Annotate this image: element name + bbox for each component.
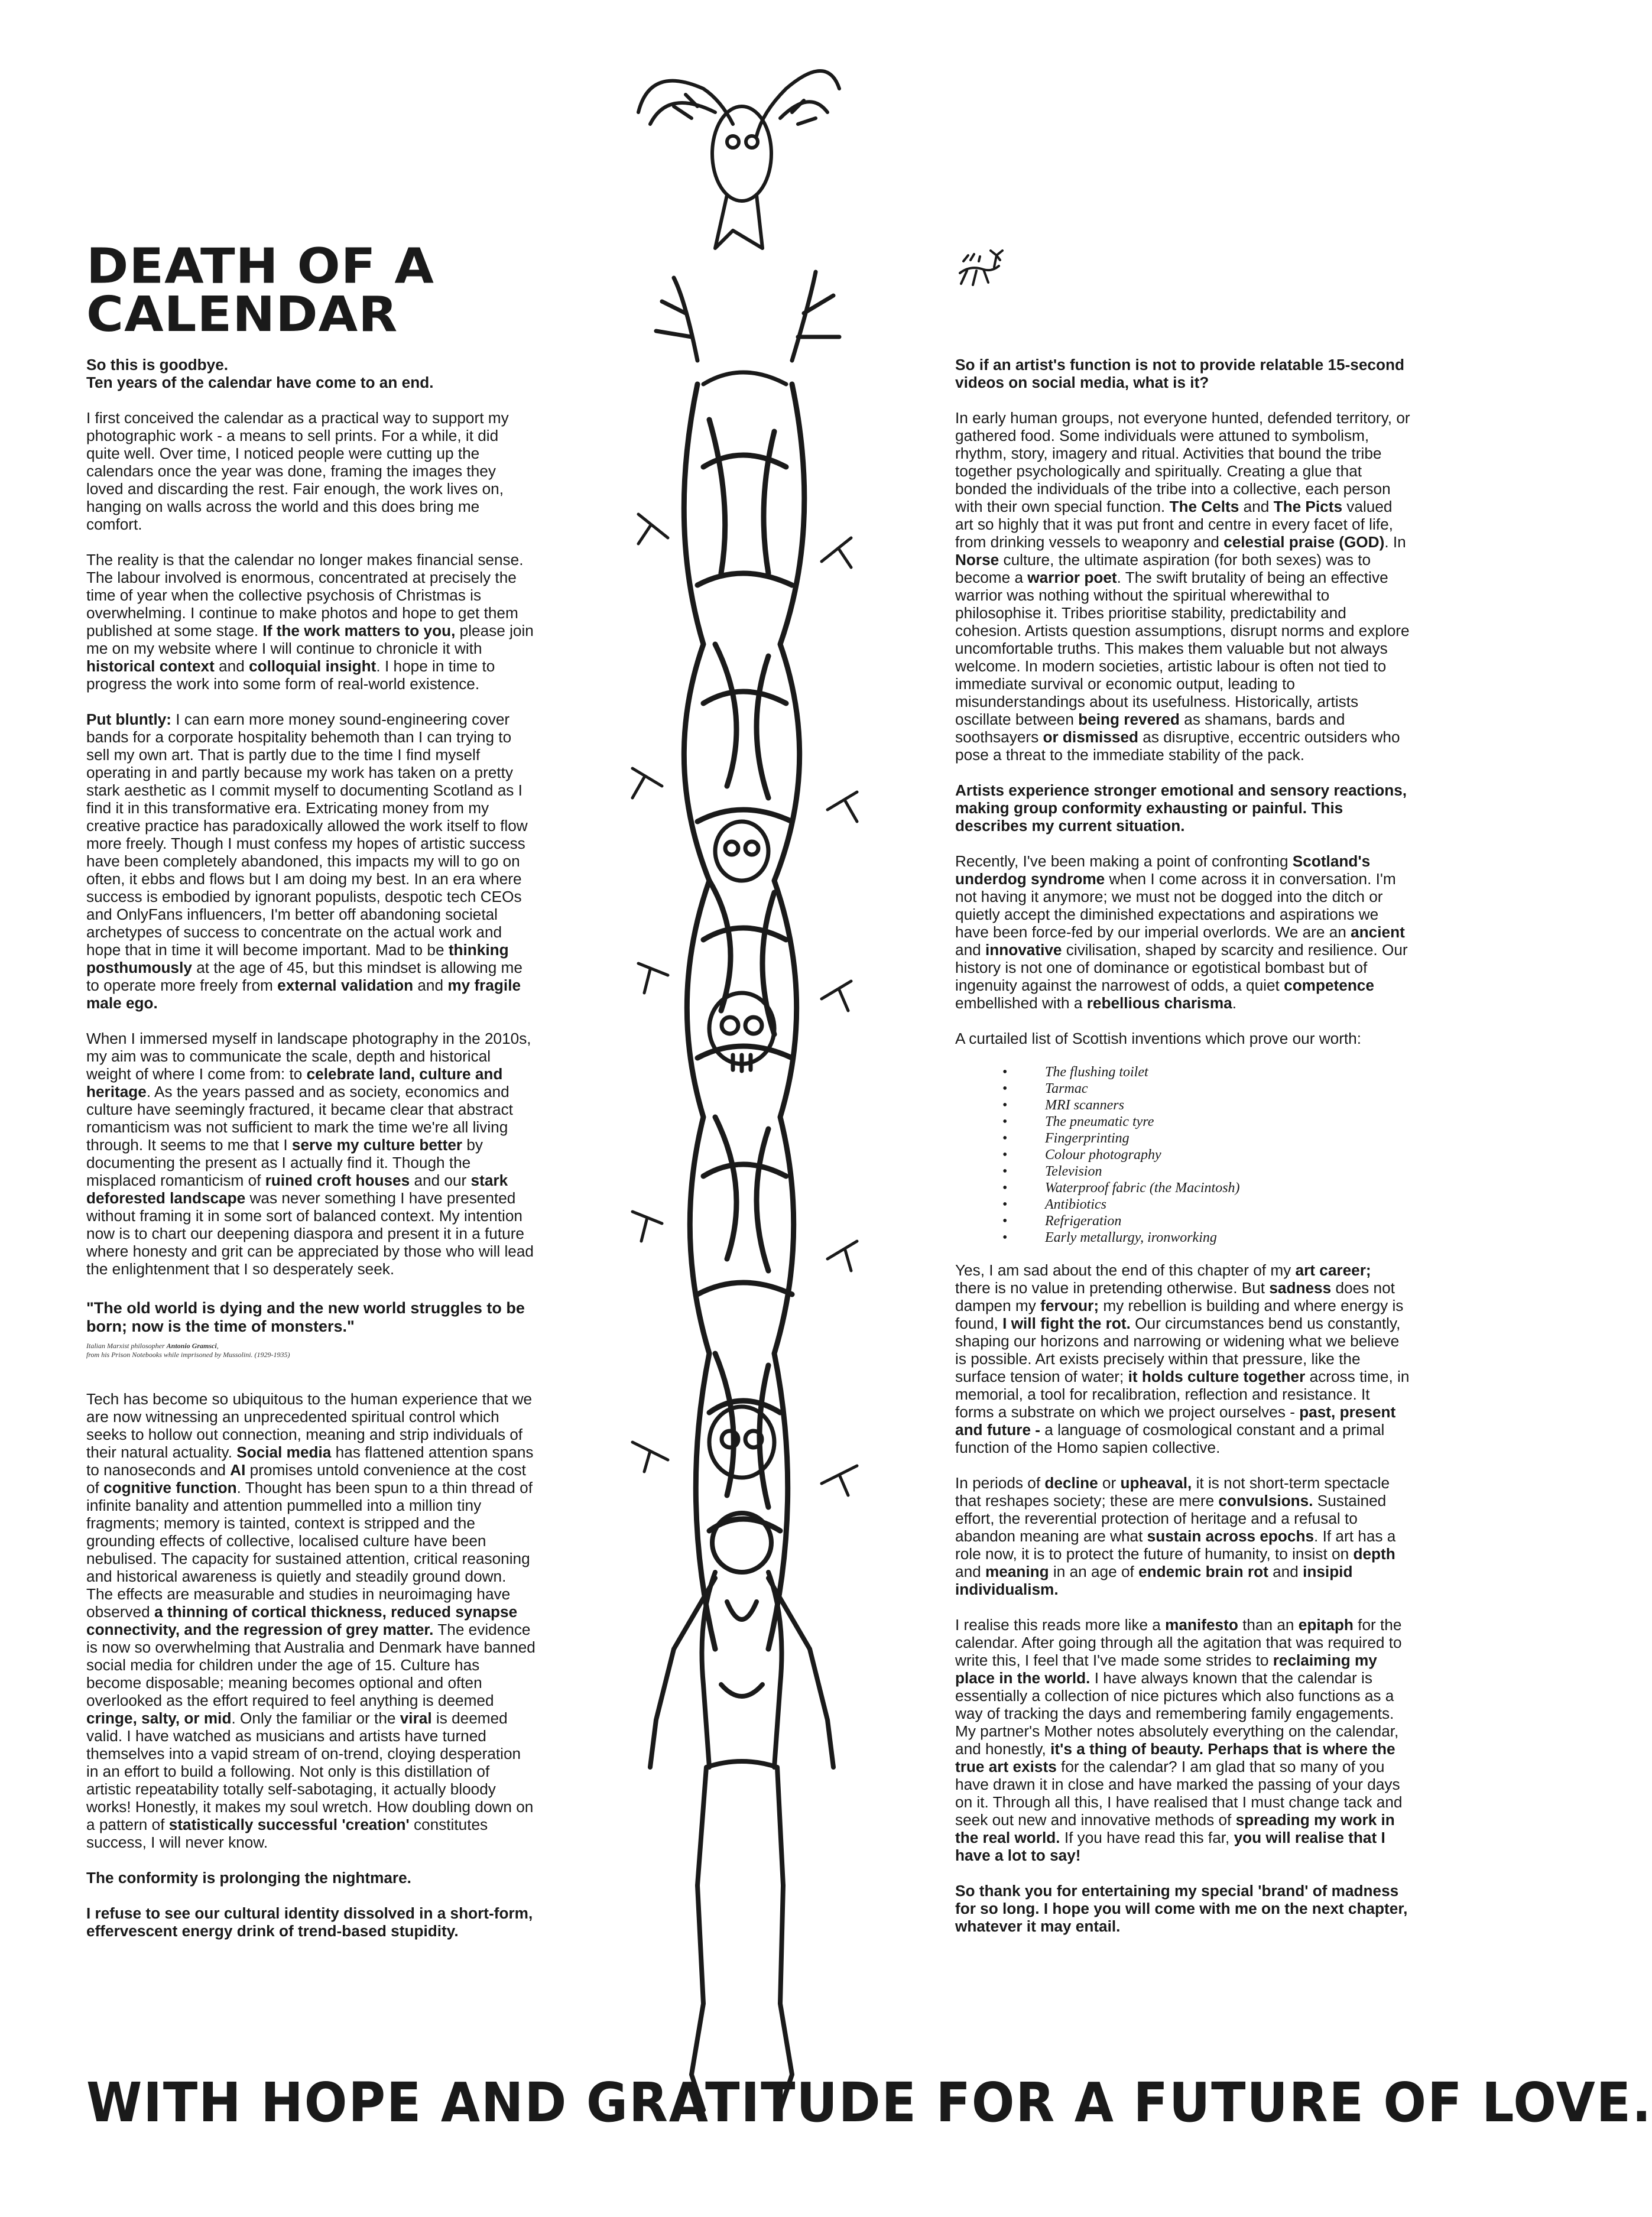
figure-icon <box>650 1513 833 2110</box>
gramsci-quote: "The old world is dying and the new world struggles to be born; now is the time of monsters." <box>86 1299 525 1335</box>
list-item: • Colour photography <box>1002 1147 1410 1163</box>
list-item: • Refrigeration <box>1002 1213 1410 1229</box>
paragraph: Put bluntly: I can earn more money sound-engineering cover bands for a corporate hospitality behemoth than I can trying to sell my own art. That is partly due to the time I find myself operating in and partly because my work has taken on a pretty stark aesthetic as I commit myself to documenting Scotland as I find it in this transformative era. Extricating money from my creative practice has paradoxically allowed the work itself to flow more freely. Though I must confess my hopes of artistic success have been completely abandoned, this impacts my will to go on often, it ebbs and flows but I am doing my best. In an era where success is embodied by ignorant populists, despotic tech CEOs and OnlyFans influencers, I'm better off abandoning societal archetypes of success to concentrate on the actual work and hope that in time it will become important. Mad to be thinking posthumously at the age of 45, but this mindset is allowing me to operate more freely from external validation and my fragile male ego. <box>86 710 528 1012</box>
left-column <box>86 356 535 1958</box>
paragraph: I realise this reads more like a manifesto than an epitaph for the calendar. After going through all the agitation that was required to write this, I feel that I've made some strides to reclaiming my place in the world. I have always known that the calendar is essentially a collection of nice pictures which also functions as a way of tracking the days and remembering family engagements. My partner's Mother notes absolutely everything on the calendar, and honestly, it's a thing of beauty. Perhaps that is where the true art exists for the calendar? I am glad that so many of you have drawn it in close and have marked the passing of your days on it. Through all this, I have realised that I must change tack and seek out new and innovative methods of spreading my work in the real world. If you have read this far, you will realise that I have a lot to say! <box>955 1616 1403 1864</box>
page-title: DEATH OF A CALENDAR <box>86 238 434 343</box>
list-item: • Tarmac <box>1002 1080 1410 1097</box>
paragraph: When I immersed myself in landscape photography in the 2010s, my aim was to communicate the scale, depth and historical weight of where I come from: to celebrate land, culture and heritage. As the years passed and as society, economics and culture have seemingly fractured, it became clear that abstract romanticism was not sufficient to mark the time we're all living through. It seems to me that I serve my culture better by documenting the present as I actually find it. Though the misplaced romanticism of ruined croft houses and our stark deforested landscape was never something I have presented without framing it in some sort of balanced context. My intention now is to chart our deepening diaspora and present it in a future where honesty and grit can be appreciated by those who will lead the enlightenment that I so desperately seek. <box>86 1030 534 1278</box>
list-intro: A curtailed list of Scottish inventions which prove our worth: <box>955 1030 1362 1047</box>
quote-attribution: Italian Marxist philosopher Antonio Gramsci, from his Prison Notebooks while imprisoned by Mussolini. (1929-1935) <box>86 1342 290 1359</box>
paragraph: Recently, I've been making a point of confronting Scotland's underdog syndrome when I come across it in conversation. I'm not having it anymore; we must not be dogged into the ditch or quietly accept the diminished expectations and aspirations we have been force-fed by our imperial overlords. We are an ancient and innovative civilisation, shaped by scarcity and resilience. Our history is not one of dominance or egotistical bombast but of ingenuity against the narrowest of odds, a quiet competence embellished with a rebellious charisma. <box>955 852 1408 1012</box>
list-item: • Fingerprinting <box>1002 1130 1410 1147</box>
paragraph: In early human groups, not everyone hunted, defended territory, or gathered food. Some individuals were attuned to symbolism, rhythm, story, imagery and ritual. Activities that bound the tribe together psychologically and spiritually. Creating a glue that bonded the individuals of the tribe into a collective, each person with their own special function. The Celts and The Picts valued art so highly that it was put front and centre in every facet of life, from drinking vessels to weaponry and celestial praise (GOD). In Norse culture, the ultimate aspiration (for both sexes) was to become a warrior poet. The swift brutality of being an effective warrior was nothing without the spiritual wherewithal to philosophise it. Tribes prioritise stability, predictability and cohesion. Artists question assumptions, disrupt norms and explore uncomfortable truths. This makes them valuable but not always welcome. In modern societies, artistic labour is often not tied to immediate survival or economic output, leading to misunderstandings about its usefulness. Historically, artists oscillate between being revered as shamans, bards and soothsayers or dismissed as disruptive, eccentric outsiders who pose a threat to the immediate stability of the pack. <box>955 409 1410 764</box>
owl-icon <box>638 71 839 248</box>
list-item: • Antibiotics <box>1002 1196 1410 1213</box>
paragraph: In periods of decline or upheaval, it is not short-term spectacle that reshapes society; these are mere convulsions. Sustained effort, the reverential protection of heritage and a refusal to abandon meaning are what sustain across epochs. If art has a role now, it is to protect the future of humanity, to insist on depth and meaning in an age of endemic brain rot and insipid individualism. <box>955 1474 1396 1598</box>
list-item: • Television <box>1002 1163 1410 1180</box>
antlers-icon <box>656 272 839 384</box>
paragraph: Tech has become so ubiquitous to the human experience that we are now witnessing an unprecedented spiritual control which seeks to hollow out connection, meaning and strip individuals of their natural actuality. Social media has flattened attention spans to nanoseconds and AI promises untold convenience at the cost of cognitive function. Thought has been spun to a thin thread of infinite banality and attention pummelled into a million tiny fragments; memory is tainted, context is stripped and the grounding effects of collective, localised culture have been nebulised. The capacity for sustained attention, critical reasoning and historical awareness is quietly and steadily ground down. The effects are measurable and studies in neuroimaging have observed a thinning of cortical thickness, reduced synapse connectivity, and the regression of grey matter. The evidence is now so overwhelming that Australia and Denmark have banned social media for children under the age of 15. Culture has become disposable; meaning becomes optional and often overlooked as the effort required to feel anything is deemed cringe, salty, or mid. Only the familiar or the viral is deemed valid. I have watched as musicians and artists have turned themselves into a vapid stream of on-trend, cloying desperation in an effort to build a following. Not only is this distillation of artistic repeatability totally self-sabotaging, it actually bloody works! Honestly, it makes my soul wretch. How doubling down on a pattern of statistically successful 'creation' constitutes success, I will never know. <box>86 1390 535 1851</box>
list-item: • Early metallurgy, ironworking <box>1002 1229 1410 1246</box>
leaping-deer-icon <box>953 244 1006 297</box>
right-column <box>955 356 1410 1953</box>
closing-paragraph: So thank you for entertaining my special 'brand' of madness for so long. I hope you will come with me on the next chapter, whatever it may entail. <box>955 1882 1408 1935</box>
skull-icon <box>709 993 774 1071</box>
footer-tagline: WITH HOPE AND GRATITUDE FOR A FUTURE OF LOVE. <box>86 2071 1652 2134</box>
list-item: • The flushing toilet <box>1002 1064 1410 1080</box>
closing-paragraph: I refuse to see our cultural identity dissolved in a short-form, effervescent energy drink of trend-based stupidity. <box>86 1904 533 1940</box>
paragraph: The conformity is prolonging the nightmare. <box>86 1869 411 1887</box>
paragraph: Artists experience stronger emotional and sensory reactions, making group conformity exhausting or painful. This describes my current situation. <box>955 781 1407 835</box>
paragraph: The reality is that the calendar no longer makes financial sense. The labour involved is enormous, concentrated at precisely the time of year when the collective psychosis of Christmas is overwhelming. I continue to make photos and hope to get them published at some stage. If the work matters to you, please join me on my website where I will continue to chronicle it with historical context and colloquial insight. I hope in time to progress the work into some form of real-world existence. <box>86 551 534 693</box>
paragraph: Yes, I am sad about the end of this chapter of my art career; there is no value in pretending otherwise. But sadness does not dampen my fervour; my rebellion is building and where energy is found, I will fight the rot. Our circumstances bend us constantly, shaping our horizons and narrowing or widening what we believe is possible. Art exists precisely within that pressure, like the surface tension of water; it holds culture together across time, in memorial, a tool for recalibration, reflection and resistance. It forms a substrate on which we project ourselves - past, present and future - a language of cosmological constant and a primal function of the Homo sapien collective. <box>955 1261 1410 1456</box>
opening-paragraph: So this is goodbye. Ten years of the calendar have come to an end. <box>86 356 434 391</box>
section-heading: So if an artist's function is not to provide relatable 15-second videos on social media, what is it? <box>955 356 1404 391</box>
list-item: • Waterproof fabric (the Macintosh) <box>1002 1180 1410 1196</box>
paragraph: I first conceived the calendar as a practical way to support my photographic work - a means to sell prints. For a while, it did quite well. Over time, I noticed people were cutting up the calendars once the year was done, framing the images they loved and discarding the rest. Fair enough, the work lives on, hanging on walls across the world and this does bring me comfort. <box>86 409 509 533</box>
inventions-list <box>955 1064 1410 1246</box>
totem-illustration <box>615 53 869 2181</box>
list-item: • The pneumatic tyre <box>1002 1114 1410 1130</box>
list-item: • MRI scanners <box>1002 1097 1410 1114</box>
